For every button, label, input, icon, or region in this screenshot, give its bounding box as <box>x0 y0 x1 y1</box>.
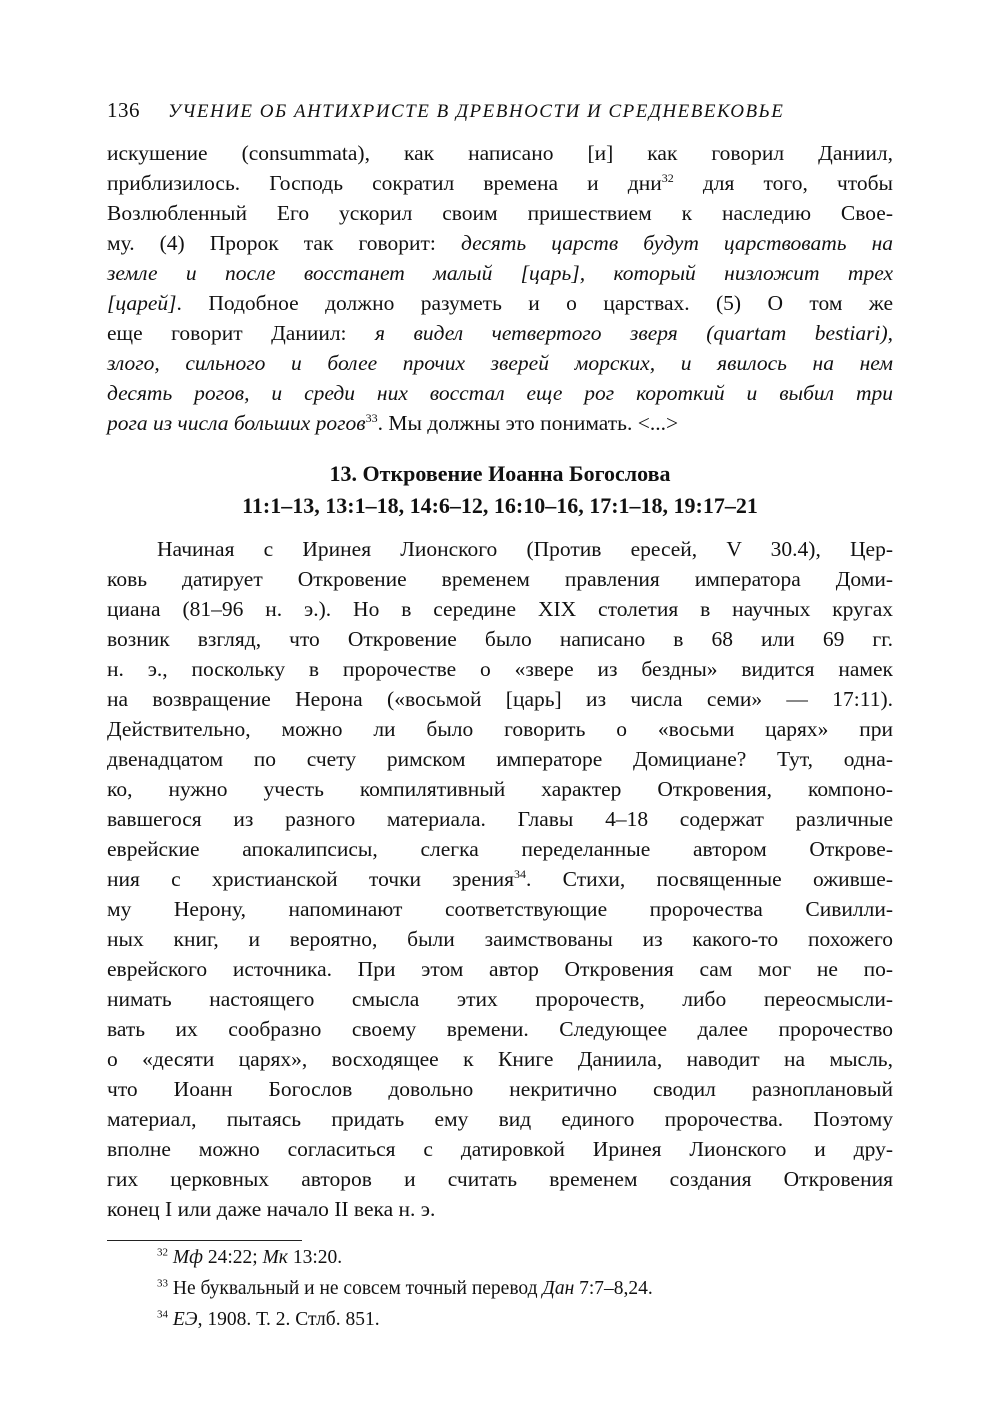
text-segment: . Мы должны это понимать. <...> <box>377 411 679 435</box>
text-segment: . Стихи, посвященные ожившe- <box>526 867 893 891</box>
text-segment: Начиная с Иринея Лионского (Против ересей, V 30.4), Цер- <box>157 537 893 561</box>
footnote-rule <box>107 1240 302 1241</box>
text-segment: 13:20. <box>287 1247 343 1268</box>
text-line <box>107 624 893 654</box>
paragraph-quotation <box>107 138 893 438</box>
text-segment: вать их сообразно своему времени. Следующее далее пророчество <box>107 1017 893 1041</box>
text-segment: , 1908. Т. 2. Стлб. 851. <box>197 1309 380 1330</box>
text-segment: вавшегося из разного материала. Главы 4–18 содержат различные <box>107 807 893 831</box>
text-segment: двенадцатом по счету римском императоре Домициане? Тут, одна- <box>107 747 893 771</box>
text-line <box>107 744 893 774</box>
italic-text: десять царств будут царствовать на <box>460 231 894 255</box>
text-line <box>107 534 893 564</box>
text-segment: еврейского источника. При этом автор Откровения сам мог не по- <box>107 957 893 981</box>
text-line <box>107 288 893 318</box>
text-line <box>107 834 893 864</box>
footnote-marker: 33 <box>365 410 378 425</box>
italic-text: земле и после восстанет малый [царь], который низложит трех <box>107 261 893 285</box>
running-title: УЧЕНИЕ ОБ АНТИХРИСТЕ В ДРЕВНОСТИ И СРЕДНЕВЕКОВЬЕ <box>168 101 785 122</box>
text-segment: приблизилось. Господь сократил времена и дни <box>107 171 662 195</box>
text-segment: что Иоанн Богослов довольно некритично сводил разноплановый <box>107 1077 893 1101</box>
text-line <box>107 564 893 594</box>
text-segment: ко, нужно учесть компилятивный характер Откровения, компоно- <box>107 777 893 801</box>
text-line <box>107 228 893 258</box>
text-segment: му. (4) Пророк так говорит: <box>107 231 461 255</box>
text-line <box>107 258 893 288</box>
italic-text: [царей] <box>107 291 177 315</box>
text-line <box>107 168 893 198</box>
section-heading <box>107 458 893 522</box>
text-line <box>107 1164 893 1194</box>
running-header <box>107 98 893 134</box>
text-line <box>107 1074 893 1104</box>
footnote-marker: 34 <box>157 1308 168 1321</box>
text-segment: 7:7–8,24. <box>574 1278 653 1299</box>
text-line <box>107 1134 893 1164</box>
text-line <box>107 348 893 378</box>
text-segment: вполне можно согласиться с датировкой Иринея Лионского и дру- <box>107 1137 893 1161</box>
section-references: 11:1–13, 13:1–18, 14:6–12, 16:10–16, 17:1–18, 19:17–21 <box>242 493 758 518</box>
text-line <box>107 924 893 954</box>
paragraph-body <box>107 534 893 1224</box>
text-segment: искушение (consummata), как написано [и] как говорил Даниил, <box>107 141 893 165</box>
text-line <box>107 654 893 684</box>
text-segment: ковь датирует Откровение временем правления императора Доми- <box>107 567 893 591</box>
text-segment: гих церковных авторов и считать временем создания Откровения <box>107 1167 893 1191</box>
text-line <box>107 594 893 624</box>
text-segment: о «десяти царях», восходящее к Книге Даниила, наводит на мысль, <box>107 1047 893 1071</box>
footnote <box>107 1243 893 1272</box>
text-segment: возник взгляд, что Откровение было написано в 68 или 69 гг. <box>107 627 893 651</box>
italic-text: десять рогов, и среди них восстал еще рог короткий и выбил три <box>107 381 893 405</box>
italic-text: злого, сильного и более прочих зверей морских, и явилось на нем <box>107 351 893 375</box>
text-segment: Не буквальный и не совсем точный перевод <box>168 1278 543 1299</box>
text-line <box>107 774 893 804</box>
text-line <box>107 318 893 348</box>
text-line <box>107 684 893 714</box>
footnote-marker: 32 <box>157 1246 168 1259</box>
section-title: 13. Откровение Иоанна Богослова <box>329 461 671 486</box>
text-segment: му Нерону, напоминают соответствующие пророчества Сивилли- <box>107 897 893 921</box>
text-segment: ных книг, и вероятно, были заимствованы из какого-то похожего <box>107 927 893 951</box>
book-page <box>107 98 893 1334</box>
page-number: 136 <box>107 98 140 122</box>
footnote-marker: 33 <box>157 1277 168 1290</box>
italic-text: Мф <box>172 1247 203 1268</box>
footnote-marker: 32 <box>661 170 674 185</box>
italic-text: рога из числа больших рогов <box>107 411 366 435</box>
footnote <box>107 1305 893 1334</box>
text-segment: еврейские апокалипсисы, слегка переделанные автором Открове- <box>107 837 893 861</box>
text-segment: 24:22; <box>202 1247 263 1268</box>
text-segment: ния с христианской точки зрения <box>107 867 514 891</box>
text-line <box>107 1044 893 1074</box>
italic-text: ЕЭ <box>172 1309 198 1330</box>
text-segment: циана (81–96 н. э.). Но в середине XIX столетия в научных кругах <box>107 597 893 621</box>
text-line <box>107 1014 893 1044</box>
text-line <box>107 714 893 744</box>
text-line <box>107 408 893 438</box>
text-segment: нимать настоящего смысла этих пророчеств, либо переосмысли- <box>107 987 893 1011</box>
text-line <box>107 894 893 924</box>
text-line <box>107 984 893 1014</box>
text-segment: материал, пытаясь придать ему вид единого пророчества. Поэтому <box>107 1107 893 1131</box>
text-segment: еще говорит Даниил: <box>107 321 376 345</box>
italic-text: я видел четвертого зверя (quartam bestiari), <box>375 321 893 345</box>
text-segment: Действительно, можно ли было говорить о «восьми царях» при <box>107 717 893 741</box>
text-line <box>107 1104 893 1134</box>
footnote-marker: 34 <box>514 866 526 881</box>
footnotes <box>107 1243 893 1334</box>
text-segment: для того, чтобы <box>673 171 894 195</box>
text-line <box>107 804 893 834</box>
text-line <box>107 198 893 228</box>
text-line <box>107 138 893 168</box>
text-segment: Возлюбленный Его ускорил своим пришествием к наследию Свое- <box>107 201 893 225</box>
text-line <box>107 954 893 984</box>
text-segment: . Подобное должно разуметь и о царствах. (5) О том же <box>176 291 893 315</box>
text-line <box>107 378 893 408</box>
italic-text: Дан <box>542 1278 575 1299</box>
text-segment: конец I или даже начало II века н. э. <box>107 1197 436 1221</box>
text-segment: н. э., поскольку в пророчестве о «звере из бездны» видится намек <box>107 657 893 681</box>
italic-text: Мк <box>262 1247 288 1268</box>
text-line <box>107 864 893 894</box>
footnote <box>107 1274 893 1303</box>
text-segment: на возвращение Нерона («восьмой [царь] из числа семи» — 17:11). <box>107 687 893 711</box>
text-line <box>107 1194 893 1224</box>
